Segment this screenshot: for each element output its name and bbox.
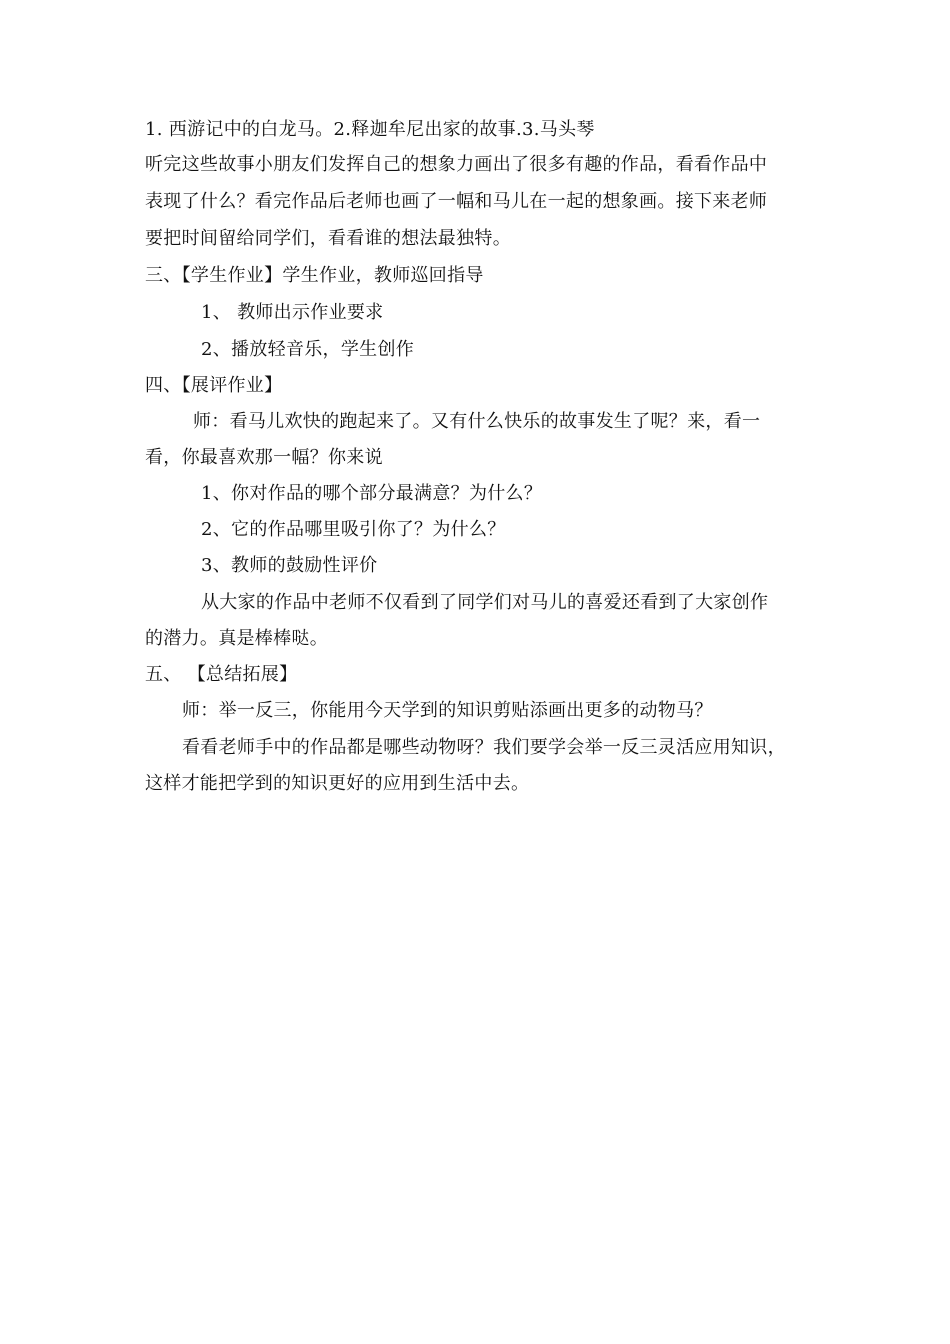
text-line-paragraph-3a: 从大家的作品中老师不仅看到了同学们对马儿的喜爱还看到了大家创作 — [201, 592, 769, 613]
text-line-paragraph-1a: 听完这些故事小朋友们发挥自己的想象力画出了很多有趣的作品，看看作品中 — [145, 154, 768, 175]
text-line-paragraph-2b: 看，你最喜欢那一幅？你来说 — [145, 447, 383, 468]
list-item-work-requirements: 1、 教师出示作业要求 — [201, 302, 384, 323]
text-line-paragraph-2a: 师：看马儿欢快的跑起来了。又有什么快乐的故事发生了呢？来，看一 — [193, 411, 761, 432]
list-item-teacher-evaluation: 3、教师的鼓励性评价 — [201, 555, 378, 576]
text-line-paragraph-1b: 表现了什么？看完作品后老师也画了一幅和马儿在一起的想象画。接下来老师 — [145, 191, 768, 212]
list-item-most-satisfied: 1、你对作品的哪个部分最满意？为什么？ — [201, 483, 543, 504]
section-heading-student-work: 三、【学生作业】学生作业，教师巡回指导 — [145, 265, 484, 286]
text-line-paragraph-3b: 的潜力。真是棒棒哒。 — [145, 628, 328, 649]
text-line-paragraph-1c: 要把时间留给同学们，看看谁的想法最独特。 — [145, 228, 511, 249]
text-line-paragraph-4: 师：举一反三，你能用今天学到的知识剪贴添画出更多的动物马？ — [182, 700, 713, 721]
text-line-paragraph-5a: 看看老师手中的作品都是哪些动物呀？我们要学会举一反三灵活应用知识， — [182, 737, 786, 758]
text-line-stories-list: 1. 西游记中的白龙马。2.释迦牟尼出家的故事.3.马头琴 — [145, 119, 595, 140]
list-item-what-attracts: 2、它的作品哪里吸引你了？为什么？ — [201, 519, 506, 540]
section-heading-summary: 五、 【总结拓展】 — [145, 664, 298, 685]
section-heading-review-work: 四、【展评作业】 — [145, 375, 283, 396]
text-line-paragraph-5b: 这样才能把学到的知识更好的应用到生活中去。 — [145, 773, 530, 794]
list-item-play-music: 2、播放轻音乐，学生创作 — [201, 339, 415, 360]
